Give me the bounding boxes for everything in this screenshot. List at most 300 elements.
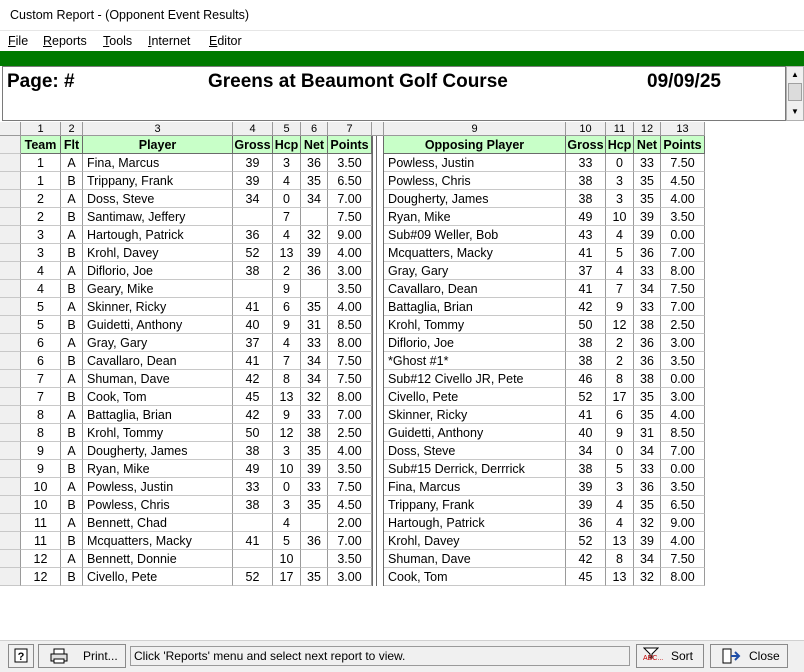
table-cell[interactable]: 5 (606, 244, 634, 262)
menu-item-editor[interactable]: Editor (209, 34, 242, 48)
table-cell[interactable]: 9 (21, 460, 61, 478)
table-cell[interactable]: 34 (634, 280, 661, 298)
table-cell[interactable]: 39 (566, 496, 606, 514)
table-cell[interactable]: Hartough, Patrick (384, 514, 566, 532)
table-cell[interactable]: 3 (273, 154, 301, 172)
table-cell[interactable]: 41 (233, 532, 273, 550)
table-cell[interactable]: 36 (634, 334, 661, 352)
table-cell[interactable]: 38 (301, 424, 328, 442)
table-cell[interactable]: 33 (301, 478, 328, 496)
column-header-team[interactable]: Team (21, 136, 61, 154)
table-cell[interactable]: Sub#09 Weller, Bob (384, 226, 566, 244)
scroll-up-icon[interactable]: ▲ (791, 70, 799, 79)
row-header[interactable] (0, 334, 21, 352)
table-cell[interactable]: 9 (273, 316, 301, 334)
table-cell[interactable] (301, 514, 328, 532)
table-cell[interactable]: Dougherty, James (83, 442, 233, 460)
table-cell[interactable]: 36 (634, 352, 661, 370)
table-cell[interactable]: 52 (566, 532, 606, 550)
table-cell[interactable]: Hartough, Patrick (83, 226, 233, 244)
table-cell[interactable]: 41 (566, 244, 606, 262)
column-header-flt[interactable]: Flt (61, 136, 83, 154)
table-cell[interactable]: 31 (634, 424, 661, 442)
table-cell[interactable]: 12 (21, 550, 61, 568)
table-cell[interactable]: Civello, Pete (83, 568, 233, 586)
table-cell[interactable]: B (61, 316, 83, 334)
table-cell[interactable]: Trippany, Frank (83, 172, 233, 190)
table-cell[interactable]: 38 (566, 190, 606, 208)
row-header[interactable] (0, 316, 21, 334)
table-cell[interactable]: 12 (606, 316, 634, 334)
table-cell[interactable]: 13 (606, 568, 634, 586)
table-cell[interactable]: 39 (634, 208, 661, 226)
menu-item-tools[interactable]: Tools (103, 34, 133, 48)
row-header[interactable] (0, 190, 21, 208)
table-cell[interactable]: 39 (566, 478, 606, 496)
table-cell[interactable] (301, 208, 328, 226)
table-cell[interactable]: 43 (566, 226, 606, 244)
table-cell[interactable]: Sub#15 Derrick, Derrrick (384, 460, 566, 478)
table-cell[interactable]: 4 (606, 226, 634, 244)
table-cell[interactable] (301, 280, 328, 298)
table-cell[interactable]: 4 (273, 226, 301, 244)
table-cell[interactable]: 6.50 (328, 172, 372, 190)
table-cell[interactable]: 9.00 (328, 226, 372, 244)
menu-item-file[interactable]: File (8, 34, 29, 48)
table-cell[interactable]: 41 (566, 406, 606, 424)
table-cell[interactable]: A (61, 550, 83, 568)
table-cell[interactable]: 3.50 (328, 154, 372, 172)
table-cell[interactable]: 38 (233, 262, 273, 280)
table-cell[interactable]: 34 (634, 550, 661, 568)
row-header[interactable] (0, 298, 21, 316)
table-cell[interactable]: Krohl, Tommy (384, 316, 566, 334)
table-cell[interactable]: 36 (233, 226, 273, 244)
table-cell[interactable]: 7.00 (661, 442, 705, 460)
table-cell[interactable]: 3 (606, 478, 634, 496)
table-cell[interactable]: 3.50 (661, 208, 705, 226)
table-cell[interactable]: Geary, Mike (83, 280, 233, 298)
table-cell[interactable]: 6 (21, 352, 61, 370)
table-cell[interactable]: 1 (21, 154, 61, 172)
table-cell[interactable]: 49 (233, 460, 273, 478)
table-cell[interactable]: 5 (21, 316, 61, 334)
table-cell[interactable]: 3.00 (328, 262, 372, 280)
table-cell[interactable]: 6 (273, 298, 301, 316)
table-cell[interactable]: 8.00 (661, 568, 705, 586)
table-cell[interactable]: 33 (634, 154, 661, 172)
table-cell[interactable]: 45 (566, 568, 606, 586)
row-header[interactable] (0, 370, 21, 388)
table-cell[interactable]: Mcquatters, Macky (83, 532, 233, 550)
table-cell[interactable]: 11 (21, 532, 61, 550)
table-cell[interactable]: 4.00 (328, 442, 372, 460)
table-cell[interactable]: 7 (273, 352, 301, 370)
row-header[interactable] (0, 550, 21, 568)
table-cell[interactable]: 8.00 (328, 388, 372, 406)
table-cell[interactable]: 38 (566, 172, 606, 190)
table-cell[interactable]: 42 (233, 406, 273, 424)
table-cell[interactable]: 41 (233, 352, 273, 370)
sort-button[interactable] (636, 644, 704, 668)
column-header-opposing-player[interactable]: Opposing Player (384, 136, 566, 154)
table-cell[interactable]: 8 (606, 370, 634, 388)
table-cell[interactable]: 4 (606, 514, 634, 532)
table-cell[interactable] (233, 550, 273, 568)
table-cell[interactable]: 35 (634, 172, 661, 190)
table-cell[interactable]: Guidetti, Anthony (384, 424, 566, 442)
table-cell[interactable]: 0 (606, 154, 634, 172)
row-header[interactable] (0, 172, 21, 190)
table-cell[interactable]: 3.50 (328, 280, 372, 298)
table-cell[interactable]: 35 (301, 172, 328, 190)
table-cell[interactable]: B (61, 208, 83, 226)
row-header[interactable] (0, 442, 21, 460)
table-cell[interactable]: 10 (21, 496, 61, 514)
table-cell[interactable]: 4 (21, 262, 61, 280)
row-header[interactable] (0, 478, 21, 496)
table-cell[interactable]: Diflorio, Joe (384, 334, 566, 352)
table-cell[interactable]: 3.00 (661, 388, 705, 406)
table-cell[interactable]: Ryan, Mike (83, 460, 233, 478)
help-button[interactable] (8, 644, 34, 668)
table-cell[interactable]: 13 (606, 532, 634, 550)
table-cell[interactable]: 52 (566, 388, 606, 406)
table-cell[interactable]: 41 (566, 280, 606, 298)
table-cell[interactable]: 33 (233, 478, 273, 496)
table-cell[interactable]: 34 (301, 352, 328, 370)
table-cell[interactable]: 35 (301, 496, 328, 514)
table-cell[interactable]: B (61, 424, 83, 442)
table-cell[interactable]: 36 (301, 262, 328, 280)
table-cell[interactable]: 33 (301, 334, 328, 352)
table-cell[interactable]: 8 (21, 406, 61, 424)
column-header-gross[interactable]: Gross (233, 136, 273, 154)
table-cell[interactable]: 34 (301, 190, 328, 208)
table-cell[interactable]: Bennett, Chad (83, 514, 233, 532)
table-cell[interactable]: 11 (21, 514, 61, 532)
table-cell[interactable]: B (61, 388, 83, 406)
table-cell[interactable]: 36 (301, 154, 328, 172)
row-header[interactable] (0, 208, 21, 226)
table-cell[interactable]: 32 (634, 568, 661, 586)
table-cell[interactable]: A (61, 406, 83, 424)
table-cell[interactable]: A (61, 478, 83, 496)
table-cell[interactable]: 35 (634, 190, 661, 208)
table-cell[interactable]: 38 (634, 370, 661, 388)
table-cell[interactable]: 9 (21, 442, 61, 460)
table-cell[interactable]: 6.50 (661, 496, 705, 514)
table-cell[interactable]: 4 (606, 262, 634, 280)
table-cell[interactable]: Guidetti, Anthony (83, 316, 233, 334)
table-cell[interactable]: 7 (273, 208, 301, 226)
table-cell[interactable]: Cook, Tom (83, 388, 233, 406)
table-cell[interactable]: 31 (301, 316, 328, 334)
table-cell[interactable] (301, 550, 328, 568)
table-cell[interactable]: 34 (634, 442, 661, 460)
table-cell[interactable]: A (61, 154, 83, 172)
table-cell[interactable]: Cavallaro, Dean (83, 352, 233, 370)
table-cell[interactable]: 32 (634, 514, 661, 532)
close-button[interactable] (710, 644, 788, 668)
table-cell[interactable]: 7.50 (328, 370, 372, 388)
table-cell[interactable]: B (61, 496, 83, 514)
table-cell[interactable]: B (61, 172, 83, 190)
row-header[interactable] (0, 496, 21, 514)
table-cell[interactable]: Powless, Chris (384, 172, 566, 190)
table-cell[interactable]: 6 (21, 334, 61, 352)
column-header-hcp[interactable]: Hcp (606, 136, 634, 154)
table-cell[interactable]: 4 (606, 496, 634, 514)
table-cell[interactable]: 4 (273, 334, 301, 352)
table-cell[interactable]: 38 (566, 460, 606, 478)
table-cell[interactable]: 3.00 (328, 568, 372, 586)
table-cell[interactable]: 3.50 (328, 550, 372, 568)
table-cell[interactable]: 4.00 (328, 244, 372, 262)
row-header[interactable] (0, 352, 21, 370)
table-cell[interactable]: Civello, Pete (384, 388, 566, 406)
table-cell[interactable]: Powless, Justin (384, 154, 566, 172)
table-cell[interactable]: 36 (301, 532, 328, 550)
table-cell[interactable]: Doss, Steve (384, 442, 566, 460)
table-cell[interactable]: 39 (301, 460, 328, 478)
table-cell[interactable]: 7.00 (661, 298, 705, 316)
row-header[interactable] (0, 154, 21, 172)
table-cell[interactable]: 0.00 (661, 460, 705, 478)
table-cell[interactable]: 52 (233, 568, 273, 586)
table-cell[interactable]: Krohl, Davey (384, 532, 566, 550)
table-cell[interactable]: 4 (21, 280, 61, 298)
column-header-points[interactable]: Points (661, 136, 705, 154)
table-cell[interactable]: 13 (273, 388, 301, 406)
row-header[interactable] (0, 514, 21, 532)
table-cell[interactable]: 6 (606, 406, 634, 424)
table-cell[interactable]: 10 (21, 478, 61, 496)
table-cell[interactable]: 12 (273, 424, 301, 442)
table-cell[interactable]: 33 (634, 298, 661, 316)
table-cell[interactable]: B (61, 352, 83, 370)
table-cell[interactable]: Skinner, Ricky (384, 406, 566, 424)
table-cell[interactable]: 50 (566, 316, 606, 334)
table-cell[interactable]: 33 (301, 406, 328, 424)
table-cell[interactable]: 41 (233, 298, 273, 316)
table-cell[interactable]: 7 (21, 370, 61, 388)
table-cell[interactable]: 0 (273, 478, 301, 496)
table-cell[interactable]: 42 (233, 370, 273, 388)
row-header[interactable] (0, 388, 21, 406)
row-header[interactable] (0, 406, 21, 424)
table-cell[interactable]: 34 (566, 442, 606, 460)
column-header-gross[interactable]: Gross (566, 136, 606, 154)
table-cell[interactable]: 7.00 (328, 532, 372, 550)
table-cell[interactable] (233, 514, 273, 532)
table-cell[interactable]: 50 (233, 424, 273, 442)
table-cell[interactable]: 7.00 (328, 406, 372, 424)
table-cell[interactable]: A (61, 442, 83, 460)
table-cell[interactable]: 8 (606, 550, 634, 568)
table-cell[interactable]: 9 (606, 424, 634, 442)
table-cell[interactable]: 4 (273, 172, 301, 190)
table-cell[interactable]: 2.50 (328, 424, 372, 442)
table-cell[interactable]: 7.50 (328, 478, 372, 496)
table-cell[interactable]: 42 (566, 550, 606, 568)
table-cell[interactable]: 35 (634, 388, 661, 406)
table-cell[interactable]: 40 (233, 316, 273, 334)
table-cell[interactable]: 39 (634, 226, 661, 244)
table-cell[interactable]: 9 (606, 298, 634, 316)
table-cell[interactable]: 38 (233, 442, 273, 460)
table-cell[interactable]: A (61, 298, 83, 316)
scroll-thumb[interactable] (788, 83, 802, 101)
table-cell[interactable]: 3 (273, 442, 301, 460)
table-cell[interactable]: 3.50 (328, 460, 372, 478)
table-cell[interactable] (233, 208, 273, 226)
table-cell[interactable]: 7.50 (661, 550, 705, 568)
table-cell[interactable]: 38 (233, 496, 273, 514)
table-cell[interactable]: 5 (606, 460, 634, 478)
menu-item-internet[interactable]: Internet (148, 34, 191, 48)
table-cell[interactable]: 3.00 (661, 334, 705, 352)
table-cell[interactable]: B (61, 244, 83, 262)
table-cell[interactable]: 9 (273, 406, 301, 424)
table-cell[interactable]: 0.00 (661, 370, 705, 388)
column-header-player[interactable]: Player (83, 136, 233, 154)
table-cell[interactable]: Diflorio, Joe (83, 262, 233, 280)
column-header-points[interactable]: Points (328, 136, 372, 154)
table-cell[interactable]: 32 (301, 388, 328, 406)
table-cell[interactable]: 7 (606, 280, 634, 298)
table-cell[interactable]: 52 (233, 244, 273, 262)
table-cell[interactable]: A (61, 190, 83, 208)
table-cell[interactable]: A (61, 262, 83, 280)
table-cell[interactable]: 12 (21, 568, 61, 586)
table-cell[interactable]: 38 (566, 334, 606, 352)
table-cell[interactable]: B (61, 280, 83, 298)
table-cell[interactable]: 8.00 (661, 262, 705, 280)
row-header[interactable] (0, 262, 21, 280)
table-cell[interactable]: 39 (301, 244, 328, 262)
table-cell[interactable]: Doss, Steve (83, 190, 233, 208)
table-cell[interactable]: B (61, 532, 83, 550)
table-cell[interactable]: 35 (634, 406, 661, 424)
table-cell[interactable]: 7.50 (661, 154, 705, 172)
table-cell[interactable]: 7.50 (328, 208, 372, 226)
table-cell[interactable]: 35 (634, 496, 661, 514)
table-cell[interactable]: 9 (273, 280, 301, 298)
table-cell[interactable]: Mcquatters, Macky (384, 244, 566, 262)
table-cell[interactable]: 2 (21, 208, 61, 226)
table-cell[interactable]: 7.50 (661, 280, 705, 298)
table-cell[interactable]: 10 (606, 208, 634, 226)
table-cell[interactable]: 3.50 (661, 352, 705, 370)
table-cell[interactable]: 7.50 (328, 352, 372, 370)
table-cell[interactable]: Dougherty, James (384, 190, 566, 208)
table-cell[interactable]: 37 (566, 262, 606, 280)
table-cell[interactable]: 2 (606, 352, 634, 370)
table-cell[interactable]: 9.00 (661, 514, 705, 532)
scroll-down-icon[interactable]: ▼ (791, 107, 799, 116)
table-cell[interactable]: Trippany, Frank (384, 496, 566, 514)
table-cell[interactable]: 4.50 (661, 172, 705, 190)
column-header-net[interactable]: Net (301, 136, 328, 154)
table-cell[interactable]: 4.50 (328, 496, 372, 514)
table-cell[interactable]: 35 (301, 568, 328, 586)
table-cell[interactable]: 7 (21, 388, 61, 406)
table-cell[interactable]: 2.00 (328, 514, 372, 532)
table-cell[interactable]: 0.00 (661, 226, 705, 244)
table-cell[interactable]: 5 (21, 298, 61, 316)
row-header[interactable] (0, 244, 21, 262)
table-cell[interactable]: 8.50 (328, 316, 372, 334)
table-cell[interactable]: 4.00 (661, 190, 705, 208)
table-cell[interactable]: 34 (233, 190, 273, 208)
table-cell[interactable]: 5 (273, 532, 301, 550)
table-cell[interactable]: 2 (606, 334, 634, 352)
row-header[interactable] (0, 226, 21, 244)
table-cell[interactable]: 4 (273, 514, 301, 532)
table-cell[interactable]: 3 (606, 172, 634, 190)
table-cell[interactable]: 3.50 (661, 478, 705, 496)
table-cell[interactable]: 34 (301, 370, 328, 388)
table-cell[interactable]: Cavallaro, Dean (384, 280, 566, 298)
row-header[interactable] (0, 424, 21, 442)
table-cell[interactable]: 10 (273, 460, 301, 478)
table-cell[interactable]: Fina, Marcus (83, 154, 233, 172)
table-cell[interactable] (233, 280, 273, 298)
table-cell[interactable]: 4.00 (328, 298, 372, 316)
table-cell[interactable]: A (61, 514, 83, 532)
table-cell[interactable]: 33 (566, 154, 606, 172)
table-cell[interactable]: 37 (233, 334, 273, 352)
table-cell[interactable]: 4.00 (661, 406, 705, 424)
table-cell[interactable]: 17 (273, 568, 301, 586)
row-header[interactable] (0, 460, 21, 478)
table-cell[interactable]: 7.00 (328, 190, 372, 208)
table-cell[interactable]: Shuman, Dave (83, 370, 233, 388)
table-cell[interactable]: 39 (634, 532, 661, 550)
table-cell[interactable]: 8.50 (661, 424, 705, 442)
table-cell[interactable]: A (61, 370, 83, 388)
column-header-hcp[interactable]: Hcp (273, 136, 301, 154)
table-cell[interactable]: 0 (606, 442, 634, 460)
table-cell[interactable]: Skinner, Ricky (83, 298, 233, 316)
table-cell[interactable]: 38 (634, 316, 661, 334)
table-cell[interactable]: 3 (21, 226, 61, 244)
row-header[interactable] (0, 280, 21, 298)
table-cell[interactable]: Cook, Tom (384, 568, 566, 586)
table-cell[interactable]: Gray, Gary (384, 262, 566, 280)
table-cell[interactable]: 4.00 (661, 532, 705, 550)
table-cell[interactable]: 35 (301, 442, 328, 460)
table-cell[interactable]: 2 (21, 190, 61, 208)
table-cell[interactable]: 33 (634, 262, 661, 280)
table-cell[interactable]: 35 (301, 298, 328, 316)
row-header[interactable] (0, 532, 21, 550)
table-cell[interactable]: B (61, 568, 83, 586)
table-cell[interactable]: *Ghost #1* (384, 352, 566, 370)
table-cell[interactable]: 1 (21, 172, 61, 190)
header-scrollbar[interactable] (786, 66, 804, 121)
table-cell[interactable]: A (61, 226, 83, 244)
table-cell[interactable]: 45 (233, 388, 273, 406)
table-cell[interactable]: A (61, 334, 83, 352)
table-cell[interactable]: Santimaw, Jeffery (83, 208, 233, 226)
row-header[interactable] (0, 568, 21, 586)
print-button[interactable] (38, 644, 126, 668)
table-cell[interactable]: 46 (566, 370, 606, 388)
table-cell[interactable]: 13 (273, 244, 301, 262)
column-header-net[interactable]: Net (634, 136, 661, 154)
